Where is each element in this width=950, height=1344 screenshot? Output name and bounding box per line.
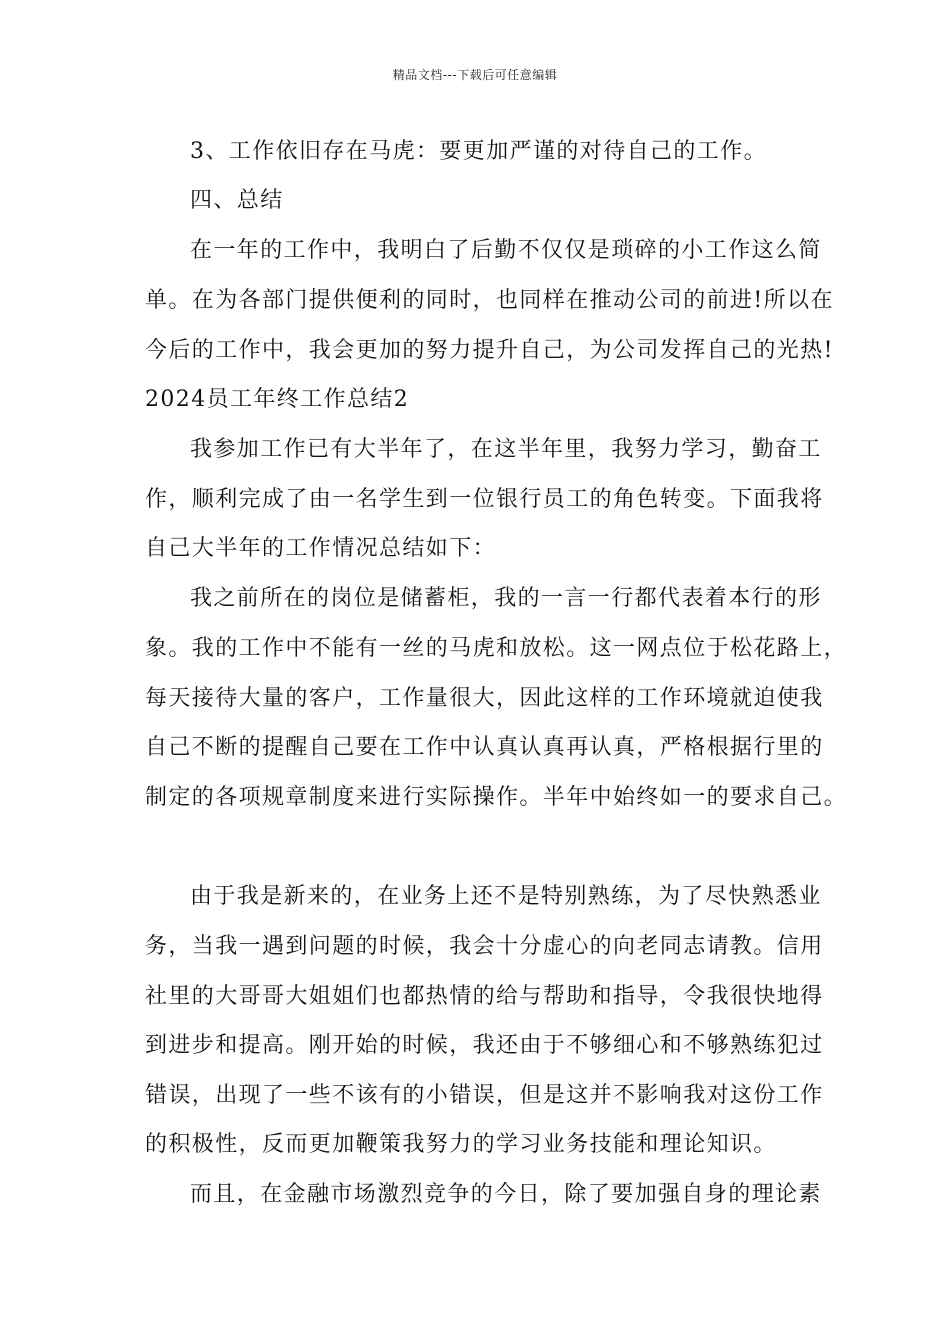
text-line: 的积极性，反而更加鞭策我努力的学习业务技能和理论知识。 xyxy=(145,1132,777,1157)
text-line: 到进步和提高。刚开始的时候，我还由于不够细心和不够熟练犯过 xyxy=(145,1033,824,1058)
text-line: 今后的工作中，我会更加的努力提升自己，为公司发挥自己的光热! xyxy=(145,338,834,363)
text-line: 由于我是新来的，在业务上还不是特别熟练，为了尽快熟悉业 xyxy=(190,884,822,909)
text-line: 错误，出现了一些不该有的小错误，但是这并不影响我对这份工作 xyxy=(145,1083,824,1108)
text-line: 务，当我一遇到问题的时候，我会十分虚心的向老同志请教。信用 xyxy=(145,934,824,959)
page-header: 精品文档---下载后可任意编辑 xyxy=(392,68,558,82)
text-line: 制定的各项规章制度来进行实际操作。半年中始终如一的要求自己。 xyxy=(145,785,848,810)
text-line: 3、工作依旧存在马虎：要更加严谨的对待自己的工作。 xyxy=(190,139,767,164)
document-title: 2024员工年终工作总结2 xyxy=(145,387,410,412)
text-line: 每天接待大量的客户，工作量很大，因此这样的工作环境就迫使我 xyxy=(145,686,824,711)
text-line: 而且，在金融市场激烈竞争的今日，除了要加强自身的理论素 xyxy=(190,1182,822,1207)
text-line: 作，顺利完成了由一名学生到一位银行员工的角色转变。下面我将 xyxy=(145,487,824,512)
text-line: 单。在为各部门提供便利的同时，也同样在推动公司的前进!所以在 xyxy=(145,288,834,313)
text-line: 自己不断的提醒自己要在工作中认真认真再认真，严格根据行里的 xyxy=(145,735,824,760)
text-line: 自己大半年的工作情况总结如下： xyxy=(145,536,497,561)
text-line: 象。我的工作中不能有一丝的马虎和放松。这一网点位于松花路上， xyxy=(145,636,848,661)
text-line: 社里的大哥哥大姐姐们也都热情的给与帮助和指导，令我很快地得 xyxy=(145,984,824,1009)
text-line: 在一年的工作中，我明白了后勤不仅仅是琐碎的小工作这么简 xyxy=(190,238,822,263)
text-line: 我之前所在的岗位是储蓄柜，我的一言一行都代表着本行的形 xyxy=(190,586,822,611)
text-line: 我参加工作已有大半年了，在这半年里，我努力学习，勤奋工 xyxy=(190,437,822,462)
section-heading: 四、总结 xyxy=(190,188,284,213)
